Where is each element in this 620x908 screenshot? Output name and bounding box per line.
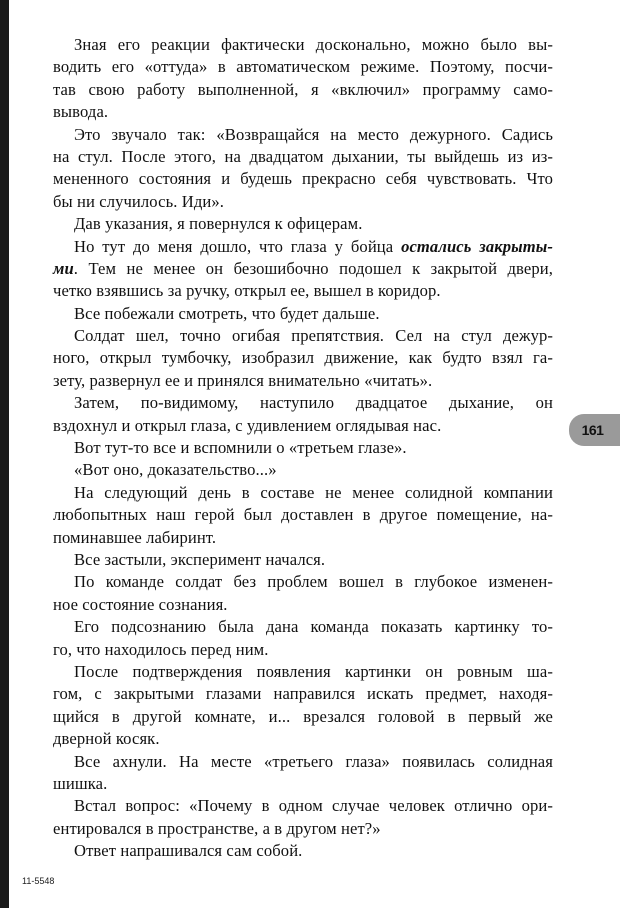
line-text: го, что находилось перед ним.: [53, 639, 269, 659]
line-text: По команде солдат без проблем вошел в глубокое изменен-: [74, 572, 553, 592]
emphasis-text: ми: [53, 258, 74, 278]
line-text: водить его «оттуда» в автоматическом режиме. Поэтому, посчи-: [53, 57, 553, 77]
line-text: Его подсознанию была дана команда показать картинку то-: [74, 617, 553, 637]
line-text: Зная его реакции фактически досконально, можно было вы-: [74, 35, 553, 54]
text-line: [53, 303, 553, 325]
text-line: [53, 840, 553, 862]
line-text: «Вот оно, доказательство...»: [74, 460, 277, 480]
text-line: [53, 482, 553, 504]
text-line: [53, 616, 553, 638]
line-text: После подтверждения появления картинки он ровным ша-: [74, 661, 553, 681]
line-text: Встал вопрос: «Почему в одном случае человек отлично ори-: [74, 796, 553, 816]
line-text: на стул. После этого, на двадцатом дыхании, ты выйдешь из из-: [53, 146, 553, 166]
text-line: [53, 146, 553, 168]
line-text: На следующий день в составе не менее солидной компании: [74, 482, 553, 502]
text-line: [53, 706, 553, 728]
text-line: [53, 168, 553, 190]
text-line: [53, 280, 553, 302]
text-line: [53, 549, 553, 571]
emphasis-text: остались закрыты-: [401, 236, 553, 256]
text-line: [53, 34, 553, 56]
line-text: ное состояние сознания.: [53, 594, 228, 614]
text-line: [53, 392, 553, 414]
line-text: вывода.: [53, 102, 109, 122]
text-line: [53, 795, 553, 817]
text-line: [53, 661, 553, 683]
line-text: Дав указания, я повернулся к офицерам.: [74, 214, 363, 234]
text-line: [53, 347, 553, 369]
line-text: Но тут до меня дошло, что глаза у бойца: [74, 236, 402, 256]
line-text: дверной косяк.: [53, 729, 160, 749]
line-text: тав свою работу выполненной, я «включил» программу само-: [53, 79, 553, 99]
text-line: [53, 437, 553, 459]
text-line: [53, 325, 553, 347]
text-line: [53, 191, 553, 213]
line-text: щийся в другой комнате, и... врезался головой в первый же: [53, 706, 553, 726]
line-text: Все ахнули. На месте «третьего глаза» появилась солидная: [74, 751, 553, 771]
text-line: [53, 258, 553, 280]
line-text: Все застыли, эксперимент начался.: [74, 549, 326, 569]
text-line: [53, 773, 553, 795]
line-text: Солдат шел, точно огибая препятствия. Сел на стул дежур-: [74, 326, 553, 346]
line-text: Затем, по-видимому, наступило двадцатое дыхание, он: [74, 393, 553, 413]
text-line: [53, 79, 553, 101]
line-text: ного, открыл тумбочку, изобразил движение, как будто взял га-: [53, 348, 553, 368]
line-text: зету, развернул ее и принялся внимательно «читать».: [53, 370, 433, 390]
text-line: [53, 683, 553, 705]
text-line: [53, 527, 553, 549]
text-line: [53, 124, 553, 146]
page-number-tab: [569, 414, 620, 446]
line-text: бы ни случилось. Иди».: [53, 191, 224, 211]
text-line: [53, 818, 553, 840]
line-text: Все побежали смотреть, что будет дальше.: [74, 303, 380, 323]
line-text: ентировался в пространстве, а в другом нет?»: [53, 818, 381, 838]
text-line: [53, 56, 553, 78]
page-binding-edge: [0, 0, 9, 908]
text-line: [53, 594, 553, 616]
line-text: мененного состояния и будешь прекрасно себя чувствовать. Что: [53, 169, 553, 189]
line-text: поминавшее лабиринт.: [53, 527, 217, 547]
text-line: [53, 751, 553, 773]
text-line: [53, 504, 553, 526]
body-text: [53, 34, 553, 862]
line-text: любопытных наш герой был доставлен в другое помещение, на-: [53, 505, 553, 525]
text-line: [53, 728, 553, 750]
line-text: Вот тут-то все и вспомнили о «третьем глазе».: [74, 438, 407, 458]
text-line: [53, 415, 553, 437]
text-line: [53, 459, 553, 481]
line-text: гом, с закрытыми глазами направился искать предмет, находя-: [53, 684, 553, 704]
line-text: Это звучало так: «Возвращайся на место дежурного. Садись: [74, 124, 553, 144]
line-text: шишка.: [53, 773, 108, 793]
footer-code: 11-5548: [22, 876, 55, 886]
text-line: [53, 101, 553, 123]
line-text: Ответ напрашивался сам собой.: [74, 841, 303, 861]
text-line: [53, 571, 553, 593]
page-number: 161: [581, 422, 604, 438]
line-text: . Тем не менее он безошибочно подошел к закрытой двери,: [73, 258, 553, 278]
line-text: вздохнул и открыл глаза, с удивлением оглядывая нас.: [53, 415, 442, 435]
text-line: [53, 370, 553, 392]
text-line: [53, 639, 553, 661]
text-line: [53, 236, 553, 258]
line-text: четко взявшись за ручку, открыл ее, вышел в коридор.: [53, 281, 441, 301]
text-line: [53, 213, 553, 235]
